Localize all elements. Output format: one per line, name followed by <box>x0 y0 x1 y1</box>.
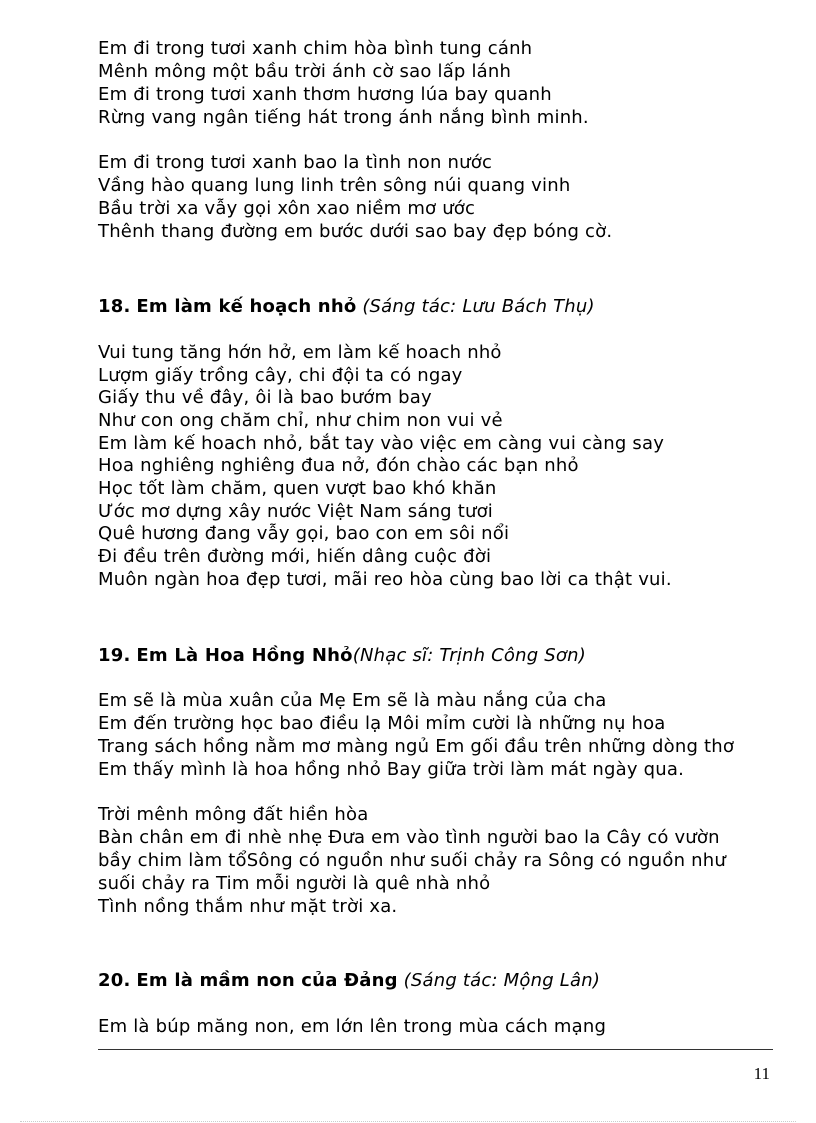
verse-line: Trang sách hồng nằm mơ màng ngủ Em gối đầu trên những dòng thơ <box>98 736 735 757</box>
verse-line: Bầu trời xa vẫy gọi xôn xao niềm mơ ước <box>98 198 476 219</box>
verse-line: Lượm giấy trồng cây, chi đội ta có ngay <box>98 365 463 386</box>
verse-line: Em sẽ là mùa xuân của Mẹ Em sẽ là màu nắng của cha <box>98 690 607 711</box>
song-credit: (Sáng tác: Lưu Bách Thụ) <box>362 296 595 317</box>
verse-line: Giấy thu về đây, ôi là bao bướm bay <box>98 387 432 408</box>
verse-line: Như con ong chăm chỉ, như chim non vui vẻ <box>98 410 503 431</box>
page-number: 11 <box>753 1064 770 1083</box>
verse-line: Tình nồng thắm như mặt trời xa. <box>98 896 398 917</box>
song-number: 20. <box>98 970 131 991</box>
page-bottom-border <box>20 1121 796 1122</box>
verse-line: suối chảy ra Tim mỗi người là quê nhà nhỏ <box>98 873 491 894</box>
verse-line: Rừng vang ngân tiếng hát trong ánh nắng bình minh. <box>98 107 589 128</box>
verse-line: Bàn chân em đi nhè nhẹ Đưa em vào tình người bao la Cây có vườn <box>98 827 720 848</box>
verse-line: Ước mơ dựng xây nước Việt Nam sáng tươi <box>98 501 494 522</box>
verse-line: Hoa nghiêng nghiêng đua nở, đón chào các bạn nhỏ <box>98 455 579 476</box>
verse-line: Thênh thang đường em bước dưới sao bay đẹp bóng cờ. <box>98 221 613 242</box>
song-heading-20 <box>98 970 600 992</box>
song-number: 18. <box>98 296 131 317</box>
song-title: Em làm kế hoạch nhỏ <box>136 296 357 317</box>
song-credit: (Sáng tác: Mộng Lân) <box>403 970 601 991</box>
verse-line: Em đi trong tươi xanh bao la tình non nước <box>98 152 493 173</box>
verse-line: Em thấy mình là hoa hồng nhỏ Bay giữa trời làm mát ngày qua. <box>98 759 685 780</box>
verse-line: Vầng hào quang lung linh trên sông núi quang vinh <box>98 175 571 196</box>
song-heading-18 <box>98 296 595 318</box>
verse-line: Mênh mông một bầu trời ánh cờ sao lấp lánh <box>98 61 512 82</box>
verse-line: bầy chim làm tổSông có nguồn như suối chảy ra Sông có nguồn như <box>98 850 726 871</box>
verse-line: Em đi trong tươi xanh thơm hương lúa bay quanh <box>98 84 552 105</box>
verse-line: Em đi trong tươi xanh chim hòa bình tung cánh <box>98 38 533 59</box>
verse-line: Học tốt làm chăm, quen vượt bao khó khăn <box>98 478 497 499</box>
verse-line: Đi đều trên đường mới, hiến dâng cuộc đời <box>98 546 492 567</box>
verse-line: Em làm kế hoach nhỏ, bắt tay vào việc em càng vui càng say <box>98 433 665 454</box>
verse-line: Em đến trường học bao điều lạ Môi mỉm cười là những nụ hoa <box>98 713 666 734</box>
verse-line: Trời mênh mông đất hiền hòa <box>98 804 369 825</box>
song-title: Em Là Hoa Hồng Nhỏ <box>136 645 353 666</box>
footer-divider <box>98 1049 773 1050</box>
song-number: 19. <box>98 645 131 666</box>
verse-line: Em là búp măng non, em lớn lên trong mùa cách mạng <box>98 1016 607 1037</box>
song-heading-19 <box>98 645 586 667</box>
verse-line: Muôn ngàn hoa đẹp tươi, mãi reo hòa cùng bao lời ca thật vui. <box>98 569 672 590</box>
song-title: Em là mầm non của Đảng <box>136 970 398 991</box>
song-credit: (Nhạc sĩ: Trịnh Công Sơn) <box>352 645 586 666</box>
verse-line: Quê hương đang vẫy gọi, bao con em sôi nổi <box>98 523 510 544</box>
verse-line: Vui tung tăng hớn hở, em làm kế hoach nhỏ <box>98 342 502 363</box>
